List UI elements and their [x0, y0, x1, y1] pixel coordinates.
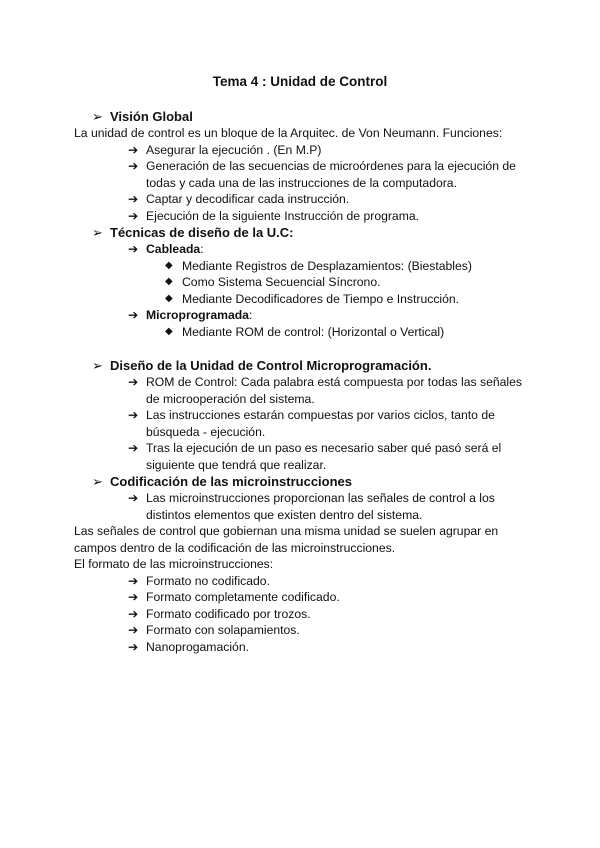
heading-vision-global: ➢ Visión Global — [92, 109, 193, 124]
arrow-bullet-icon: ➔ — [128, 491, 139, 505]
list-item: ➔ Ejecución de la siguiente Instrucción de programa. — [128, 208, 420, 223]
arrow-bullet-icon: ➔ — [128, 242, 139, 256]
diamond-bullet-icon: ◆ — [165, 276, 173, 287]
list-item: ➔ Generación de las secuencias de microórdenes para la ejecución de — [128, 159, 516, 173]
arrow-bullet-icon: ➔ — [128, 639, 139, 654]
arrowhead-bullet-icon: ➢ — [92, 109, 103, 124]
heading-diseno: ➢ Diseño de la Unidad de Control Microprogramación. — [92, 358, 432, 373]
format-item: ➔ Formato con solapamientos. — [128, 623, 300, 637]
arrow-bullet-icon: ➔ — [128, 375, 139, 389]
arrow-bullet-icon: ➔ — [128, 623, 139, 637]
arrow-bullet-icon: ➔ — [128, 142, 139, 157]
arrow-bullet-icon: ➔ — [128, 192, 139, 206]
arrowhead-bullet-icon: ➢ — [92, 474, 103, 489]
arrowhead-bullet-icon: ➢ — [92, 358, 103, 373]
paragraph: campos dentro de la codificación de las microinstrucciones. — [74, 540, 396, 555]
list-item: ➔ Tras la ejecución de un paso es necesario saber qué pasó será el — [128, 441, 502, 455]
spacer — [74, 340, 544, 357]
format-item: ➔ Formato no codificado. — [128, 573, 270, 588]
arrow-bullet-icon: ➔ — [128, 208, 139, 223]
list-item: ➔ Asegurar la ejecución . (En M.P) — [128, 142, 322, 157]
list-item-continuation: búsqueda - ejecución. — [146, 424, 266, 439]
list-item-continuation: de microoperación del sistema. — [146, 391, 315, 406]
sub-list-item: ◆ Mediante Registros de Desplazamientos: (Biestables) — [165, 258, 472, 273]
document-content — [74, 108, 544, 655]
heading-tecnicas: ➢ Técnicas de diseño de la U.C: — [92, 225, 294, 240]
sub-list-item: ◆ Como Sistema Secuencial Síncrono. — [165, 275, 381, 289]
arrow-bullet-icon: ➔ — [128, 590, 139, 604]
list-item: ➔ Captar y decodificar cada instrucción. — [128, 192, 350, 206]
sub-list-item: ◆ Mediante Decodificadores de Tiempo e Instrucción. — [165, 291, 460, 306]
arrow-bullet-icon: ➔ — [128, 308, 139, 322]
diamond-bullet-icon: ◆ — [165, 292, 173, 304]
paragraph: Las señales de control que gobiernan una misma unidad se suelen agrupar en — [74, 524, 499, 538]
format-item: ➔ Formato completamente codificado. — [128, 590, 340, 604]
format-item: ➔ Formato codificado por trozos. — [128, 606, 311, 621]
list-item-cableada: ➔ Cableada: — [128, 242, 204, 256]
arrow-bullet-icon: ➔ — [128, 573, 139, 588]
list-item-continuation: distintos elementos que existen dentro del sistema. — [146, 507, 423, 522]
format-item: ➔ Nanoprogamación. — [128, 639, 249, 654]
arrow-bullet-icon: ➔ — [128, 606, 139, 621]
arrow-bullet-icon: ➔ — [128, 441, 139, 455]
list-item: ➔ Las instrucciones estarán compuestas por varios ciclos, tanto de — [128, 408, 495, 422]
list-item-continuation: todas y cada una de las instrucciones de la computadora. — [146, 175, 457, 190]
diamond-bullet-icon: ◆ — [165, 325, 173, 337]
list-item-microprogramada: ➔ Microprogramada: — [128, 308, 253, 322]
arrow-bullet-icon: ➔ — [128, 159, 139, 173]
list-item: ➔ ROM de Control: Cada palabra está compuesta por todas las señales — [128, 375, 522, 389]
paragraph: El formato de las microinstrucciones: — [74, 557, 274, 571]
paragraph: La unidad de control es un bloque de la Arquitec. de Von Neumann. Funciones: — [74, 126, 503, 140]
page-title: Tema 4 : Unidad de Control — [212, 74, 388, 89]
arrowhead-bullet-icon: ➢ — [92, 225, 103, 240]
list-item: ➔ Las microinstrucciones proporcionan las señales de control a los — [128, 491, 495, 505]
list-item-continuation: siguiente que tendrá que realizar. — [146, 457, 327, 472]
arrow-bullet-icon: ➔ — [128, 408, 139, 422]
sub-list-item: ◆ Mediante ROM de control: (Horizontal o Vertical) — [165, 324, 445, 339]
heading-codificacion: ➢ Codificación de las microinstrucciones — [92, 474, 353, 489]
diamond-bullet-icon: ◆ — [165, 259, 173, 271]
